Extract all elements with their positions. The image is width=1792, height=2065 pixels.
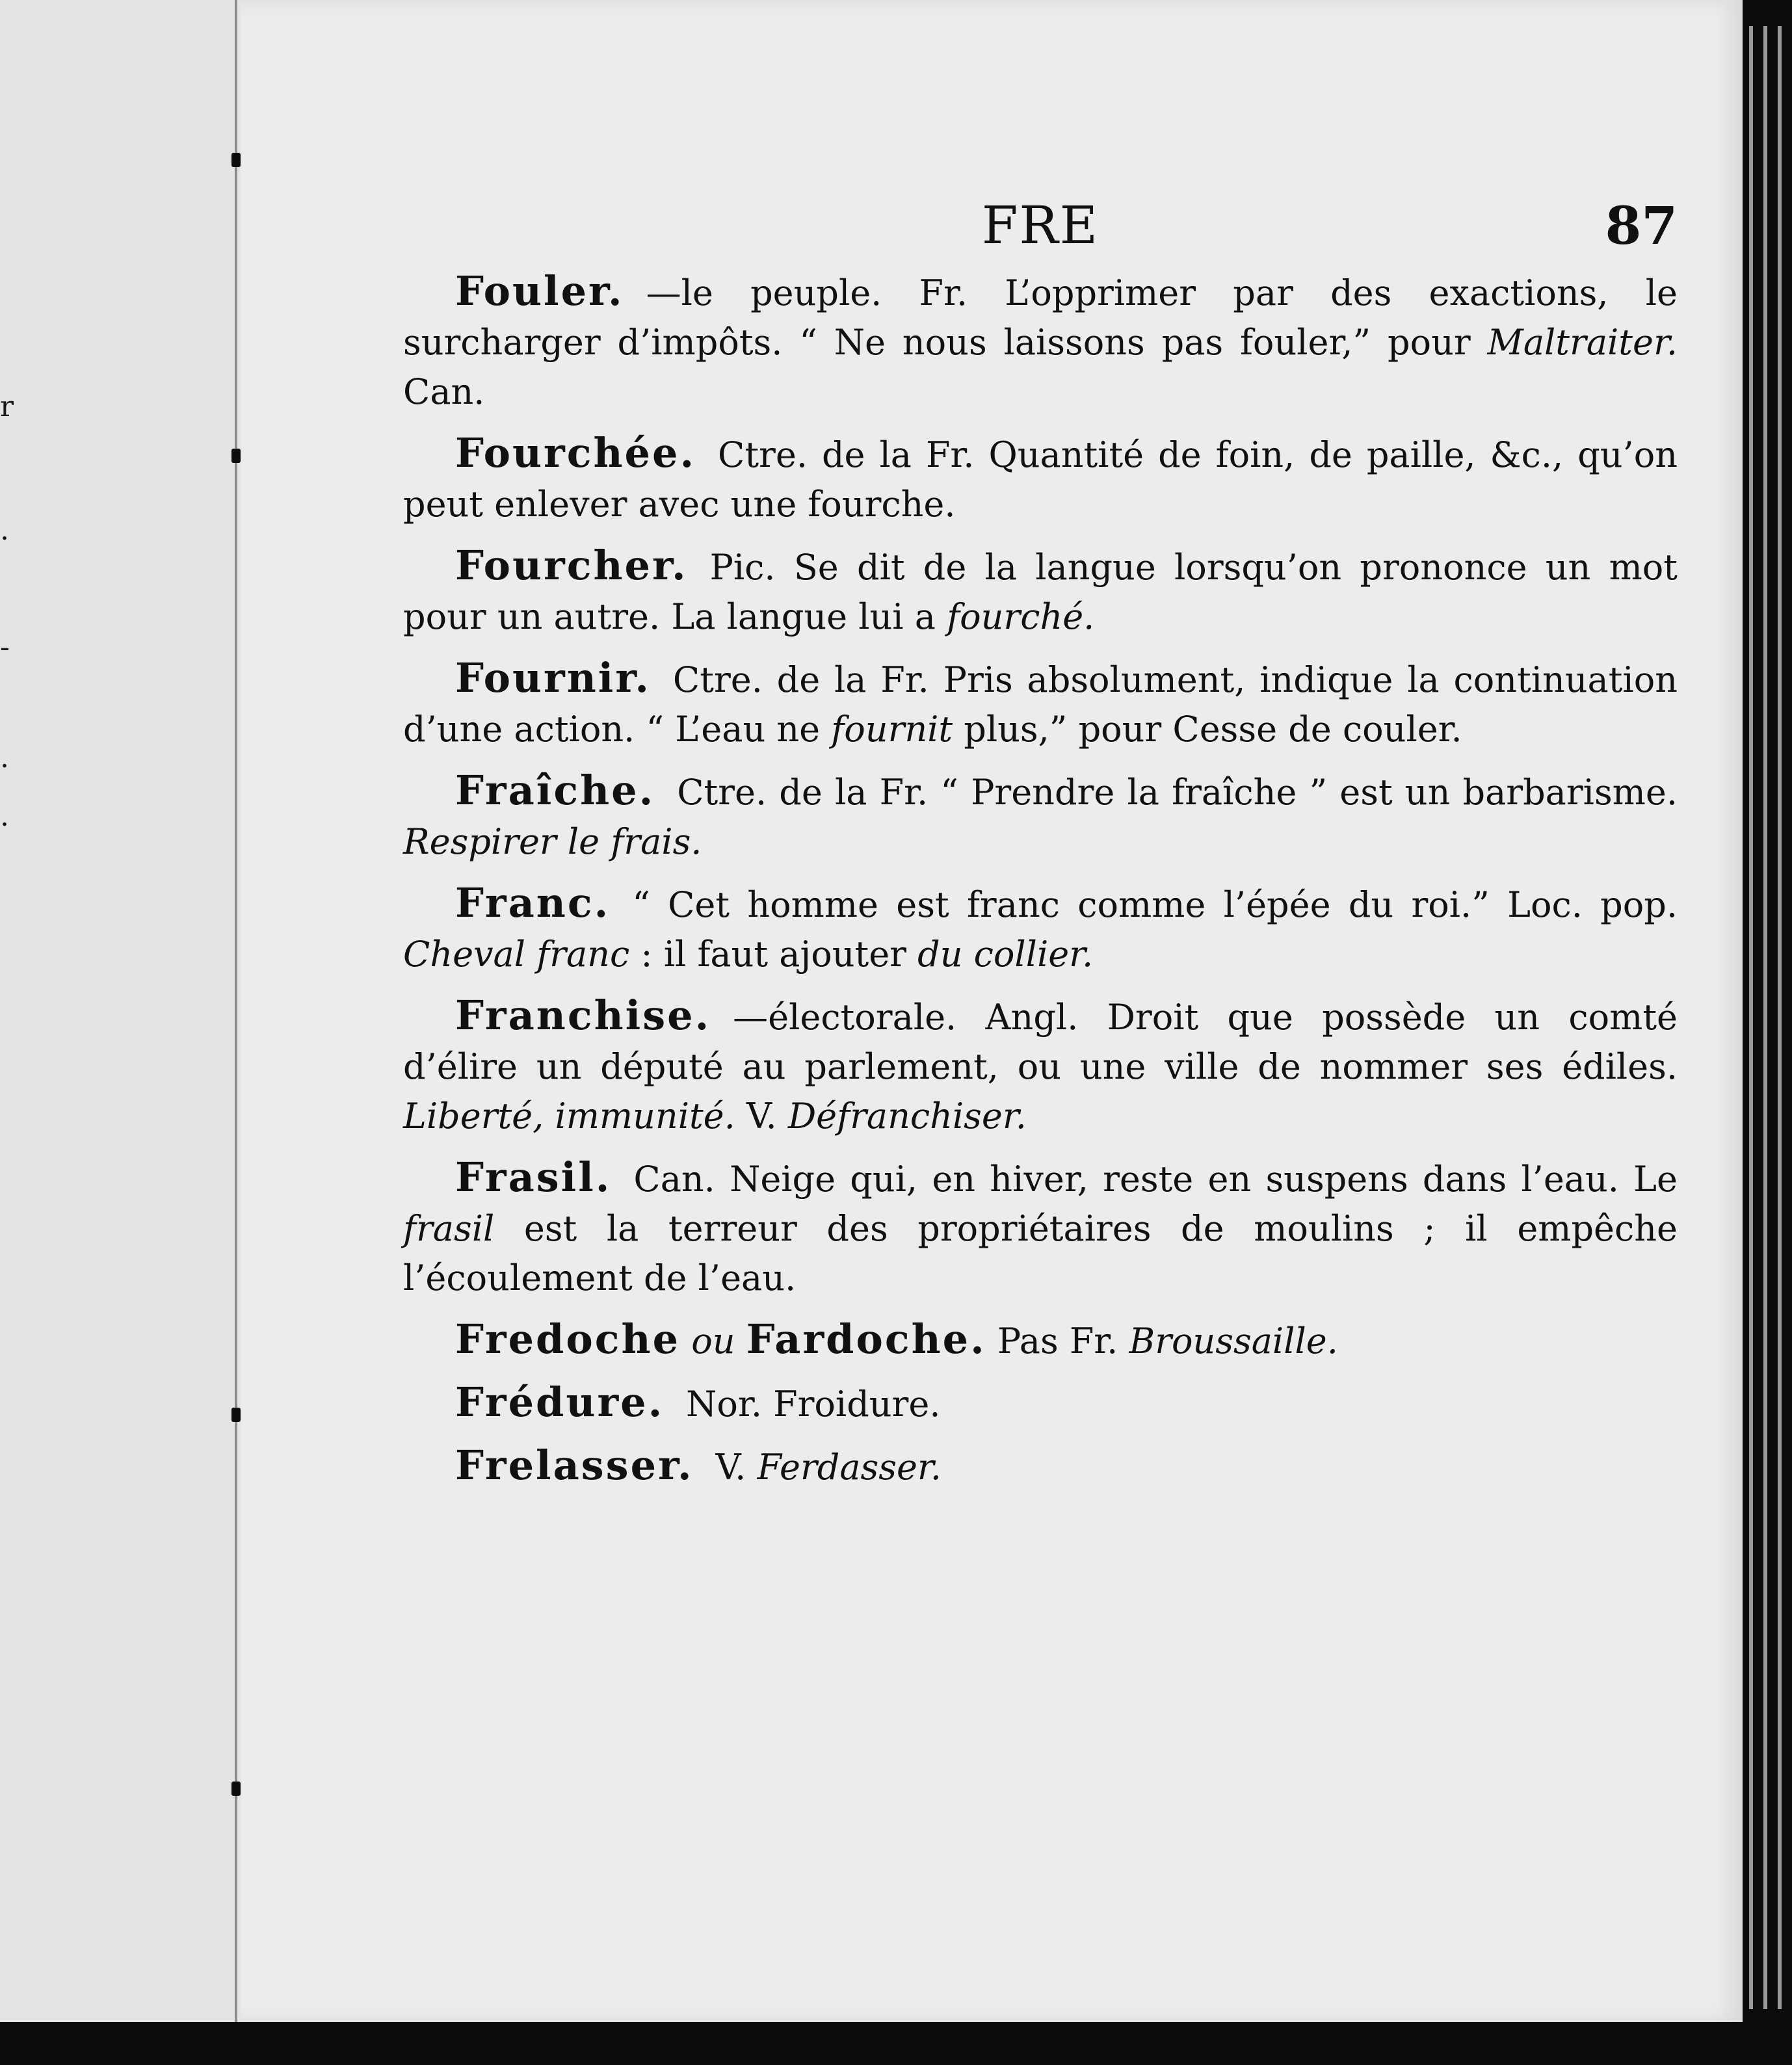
dictionary-entry	[403, 267, 1678, 417]
binding-thread	[235, 0, 237, 2022]
entry-text: plus,” pour Cesse de couler.	[953, 709, 1462, 750]
entry-headword: Frédure.	[455, 1378, 665, 1426]
entry-text: Pas Fr.	[986, 1321, 1129, 1361]
dictionary-entry	[403, 1441, 1678, 1492]
dictionary-entry	[403, 766, 1678, 867]
dictionary-entry	[403, 1315, 1678, 1366]
binding-stitch	[231, 1782, 241, 1796]
entry-text: Ferdasser.	[757, 1447, 942, 1488]
entry-text: Fardoche.	[746, 1315, 986, 1363]
entry-text: Liberté, immunité.	[403, 1096, 735, 1137]
entry-headword: Franc.	[455, 879, 611, 927]
entry-text: V.	[715, 1447, 758, 1488]
entry-text: Broussaille.	[1129, 1321, 1338, 1361]
entry-text: —le peuple. Fr. L’opprimer par des exactions, le surcharger d’impôts. “ Ne nous laissons pas fouler,” pour	[403, 272, 1678, 363]
entry-text: Respirer le frais.	[403, 821, 702, 862]
page-content	[403, 195, 1678, 1504]
entry-text: Ctre. de la Fr. Pris absolument, indique la continuation d’une action. “ L’eau ne	[403, 659, 1678, 750]
entry-headword: Franchise.	[455, 992, 711, 1039]
entry-text: est la terreur des propriétaires de moulins ; il empêche l’écoulement de l’eau.	[403, 1208, 1678, 1298]
left-page-edge	[0, 0, 243, 2022]
binding-stitch	[231, 153, 241, 167]
page-stack-edge	[1778, 26, 1782, 2009]
entry-text: Ctre. de la Fr. “ Prendre la fraîche ” est un barbarisme.	[677, 772, 1678, 813]
dictionary-entry	[403, 878, 1678, 979]
entry-headword: Fourchée.	[455, 429, 696, 477]
dictionary-entry	[403, 428, 1678, 529]
entry-text: Ctre. de la Fr. Quantité de foin, de paille, &c., qu’on peut enlever avec une fourche.	[403, 434, 1678, 525]
entry-text: fourché.	[947, 596, 1095, 637]
entry-text: : il faut ajouter	[629, 934, 918, 975]
margin-mark: -	[0, 631, 10, 664]
dictionary-entries	[403, 267, 1678, 1492]
entry-text: Maltraiter.	[1487, 322, 1678, 363]
entry-text: frasil	[403, 1208, 495, 1249]
entry-headword: Frelasser.	[455, 1441, 694, 1489]
page-stack-edge	[1763, 26, 1767, 2009]
entry-text: Nor. Froidure.	[686, 1384, 941, 1425]
margin-mark: r	[0, 390, 14, 423]
entry-text: Défranchiser.	[787, 1096, 1027, 1137]
dictionary-entry	[403, 1153, 1678, 1303]
entry-text: Cheval franc	[403, 934, 630, 975]
entry-text: V.	[735, 1096, 788, 1137]
entry-text: Can.	[403, 371, 485, 412]
book-page	[241, 0, 1743, 2022]
page-number: 87	[1605, 195, 1678, 256]
entry-text: fournit	[831, 709, 953, 750]
entry-text: ou	[680, 1321, 746, 1361]
entry-headword: Fraîche.	[455, 767, 655, 814]
binding-stitch	[231, 449, 241, 463]
entry-text: Pic. Se dit de la langue lorsqu’on prononce un mot pour un autre. La langue lui a	[403, 547, 1678, 637]
entry-headword: Fouler.	[455, 267, 624, 315]
binding-stitch	[231, 1408, 241, 1422]
margin-mark: .	[0, 800, 9, 833]
running-head	[403, 195, 1678, 267]
dictionary-entry	[403, 991, 1678, 1141]
dictionary-entry	[403, 653, 1678, 754]
dictionary-entry	[403, 1378, 1678, 1429]
margin-mark: .	[0, 514, 9, 547]
margin-mark: .	[0, 741, 9, 774]
running-title: FRE	[981, 195, 1100, 256]
page-stack-edge	[1749, 26, 1753, 2009]
entry-text: “ Cet homme est franc comme l’épée du roi.” Loc. pop.	[632, 884, 1678, 925]
entry-text: Can. Neige qui, en hiver, reste en suspens dans l’eau. Le	[633, 1159, 1678, 1200]
entry-headword: Fournir.	[455, 654, 651, 702]
entry-text: —électorale. Angl. Droit que possède un comté d’élire un député au parlement, ou une ville de nommer ses édiles.	[403, 997, 1678, 1087]
entry-headword: Fourcher.	[455, 542, 688, 589]
entry-headword: Fredoche	[455, 1315, 681, 1363]
entry-headword: Frasil.	[455, 1153, 612, 1201]
entry-text: du collier.	[917, 934, 1094, 975]
dictionary-entry	[403, 541, 1678, 642]
